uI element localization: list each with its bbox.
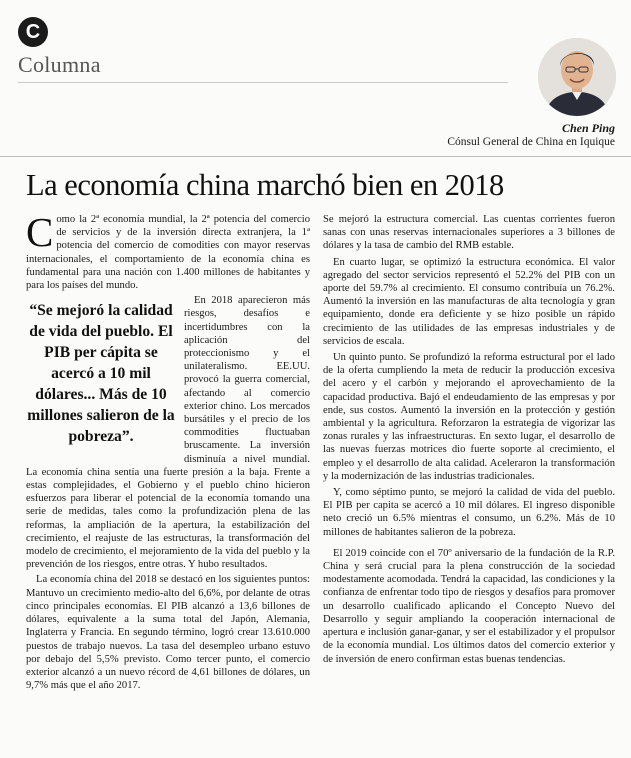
header-divider — [0, 156, 631, 157]
author-role: Cónsul General de China en Iquique — [447, 136, 615, 148]
article-column-right — [323, 213, 615, 669]
paragraph-text: omo la 2ª economía mundial, la 2ª potencia del comercio de servicios y de la inversión directa extranjera, la 1ª potencia del comercio de comodities con mayor reservas internacionales, el comportamiento de la economía china es fundamental para una nación con 1.400 millones de habitantes y para los países del mundo. — [26, 214, 310, 292]
paragraph: En cuarto lugar, se optimizó la estructura económica. El valor agregado del sector servicios representó el 52.2% del PIB con un aporte del 59.7% al crecimiento. El consumo contribuía un 76.2%. Aumentó la inversión en las manufacturas de alta tecnología y gran equipamiento, donde era deficiente y se hizo posible un rápido crecimiento de las utilidades de las empresas industriales y de servicios de escala. — [323, 256, 615, 347]
article-headline: La economía china marchó bien en 2018 — [26, 168, 504, 202]
paragraph: El 2019 coincide con el 70º aniversario de la fundación de la R.P. China y será crucial para la plena construcción de la sociedad modestamente acomodada. Tendrá la capacidad, las condiciones y la confianza de enfrentar todo tipo de riesgos y desafíos para promover un desarrollo cualificado aplicando el Concepto Nuevo del Desarrollo y seguir ampliando la cooperación internacional de apertura e inclusión ganar-ganar, y ser el estabilizador y el propulsor de la economía mundial. Los últimos datos del comercio exterior y de inversión de enero confirman estas buenas tendencias. — [323, 547, 615, 665]
author-portrait — [538, 38, 616, 116]
paragraph: La economía china del 2018 se destacó en los siguientes puntos: Mantuvo un crecimiento medio-alto del 6,6%, por delante de otras cinco principales economías. El PIB alcanzó a 13,6 billones de dólares, equivalente a la suma total del Japón, Alemania, Inglaterra y Francia. En segundo término, logró crear 13.610.000 puestos de trabajo nuevos. La tasa del desempleo urbano estuvo por debajo del 5,5% previsto. Como tercer punto, el comercio exterior alcanzó a un nuevo récord de 4,61 billones de dólares, un 9,7% más que el año 2017. — [26, 574, 310, 692]
column-logo-badge: C — [18, 17, 48, 47]
author-name: Chen Ping — [561, 121, 615, 135]
paragraph — [26, 209, 310, 292]
pull-quote: “Se mejoró la calidad de vida del pueblo. El PIB per cápita se acercó a 10 mil dólares... Más de 10 millones salieron de la pobreza”. — [27, 302, 175, 446]
section-divider — [18, 82, 508, 83]
paragraph: En 2018 aparecieron más riesgos, desafíos e incertidumbres con la aplicación del proteccionismo y el unilateralismo. EE.UU. provocó la guerra comercial, afectando al comercio exterior chino. Los mercados bursátiles y el precio de los commodities fluctuaban bruscamente. La inversión disminuía a nivel mundial. La economía china sentía una fuerte presión a la baja. Frente a estas complejidades, el Gobierno y el pueblo chino hicieron esfuerzos para liberar el potencial de la economía tomando una serie de medidas, tales como la profundización plena de las reformas, la ampliación de la apertura, la estabilización del crecimiento, el reajuste de las estructuras, la transformación del modelo de crecimiento, el mejoramiento de la vida del pueblo y la prevención de los riesgos, entre otras. Y hubo resultados. — [26, 295, 310, 571]
section-label: Columna — [18, 52, 101, 77]
paragraph: Un quinto punto. Se profundizó la reforma estructural por el lado de la oferta cumpliendo la meta de reducir la producción excesiva del acero y el carbón y mejorando el aprovechamiento de la capacidad productiva. Bajó el endeudamiento de las empresas y por ende, sus costos. Aumentó la inversión en la protección y gestión ambiental y la agricultura. Reforzaron la estrategia de vigorizar las zonas rurales y las infraestructuras. En sexto lugar, el desarrollo de las nuevas fuerzas motrices dio fuerte soporte al crecimiento, el empleo y el desarrollo de alta calidad. Aceleraron la transformación y la modernización de las industrias tradicionales. — [323, 352, 615, 482]
paragraph: Se mejoró la estructura comercial. Las cuentas corrientes fueron sanas con unas reservas internacionales superiores a 3 billones de dólares y la tasa de cambio del RMB estable. — [323, 214, 615, 252]
drop-cap: C — [26, 209, 54, 255]
paragraph: Y, como séptimo punto, se mejoró la calidad de vida del pueblo. El PIB per capita se acercó a 10 mil dólares. El ingreso disponible neto creció un 6.5% mientras el consumo, un 6.2%. Más de 10 millones de habitantes salieron de la pobreza. — [323, 487, 615, 538]
author-photo-illustration — [538, 38, 616, 116]
article-column-left — [26, 209, 310, 694]
